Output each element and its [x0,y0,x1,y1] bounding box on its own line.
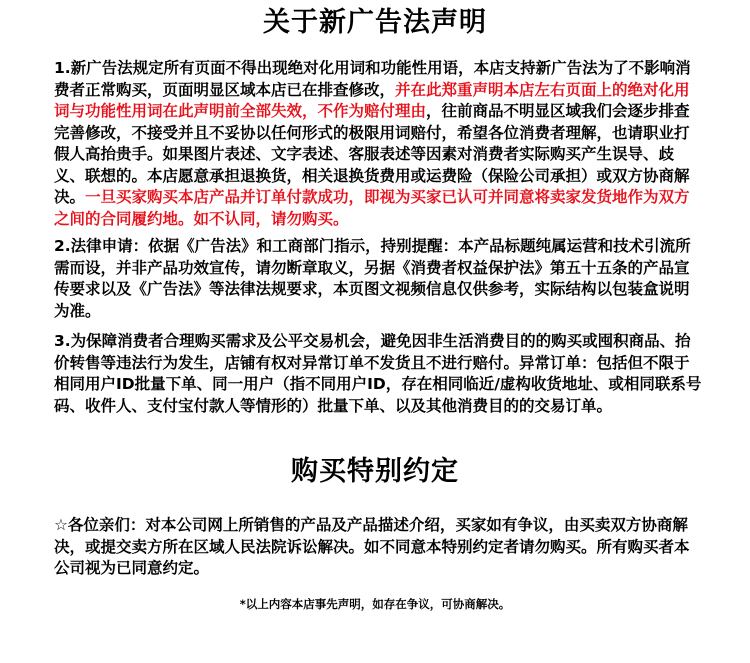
agreement-paragraph: ☆各位亲们：对本公司网上所销售的产品及产品描述介绍，买家如有争议，由买卖双方协商解决，或提交卖方所在区域人民法院诉讼解决。如不同意本特别约定者请勿购买。所有购买者本公司视为已同意约定。 [54,516,690,577]
notice-paragraph-1-text-b: ，往前商品不明显区域我们会逐步排查完善修改，不接受并且不妥协以任何形式的极限用词赔付，希望各位消费者理解，也请职业打假人高抬贵手。如果图片表述、文字表述、客服表述等因素对消费者实际购买产生误导、歧义、联想的。本店愿意承担退换货，相关退换货费用或运费险（保险公司承担）或双方协商解决。 [54,102,690,206]
notice-title: 关于新广告法声明 [263,7,487,38]
notice-paragraph-1 [54,58,702,230]
footnote: *以上内容本店事先声明，如存在争议，可协商解决。 [239,597,511,611]
agreement-title: 购买特别约定 [291,456,459,487]
notice-paragraph-1-highlight-a: 并在此郑重声明本店左右页面上的绝对化用词与功能性用词在此声明前全部失效，不作为赔付理由 [54,80,690,120]
notice-paragraph-2: 2.法律申请：依据《广告法》和工商部门指示，持别提醒：本产品标题纯属运营和技术引流所需而设，并非产品功效宣传，请勿断章取义，另据《消费者权益保护法》第五十五条的产品宣传要求以及《广告法》等法律法规要求，本页图文视频信息仅供参考，实际结构以包装盒说明为准。 [54,237,691,320]
notice-paragraph-1-text-a: 1.新广告法规定所有页面不得出现绝对化用词和功能性用语，本店支持新广告法为了不影响消费者正常购买，页面明显区域本店已在排查修改， [54,59,691,99]
notice-paragraph-3: 3.为保障消费者合理购买需求及公平交易机会，避免因非生活消费目的的购买或囤积商品、抬价转售等违法行为发生，店铺有权对异常订单不发货且不进行赔付。异常订单：包括但不限于相同用户ID批量下单、同一用户（指不同用户ID，存在相同临近/虚构收货地址、或相同联系号码、收件人、支付宝付款人等情形的）批量下单、以及其他消费目的的交易订单。 [54,332,702,415]
notice-paragraph-1-highlight-b: 一旦买家购买本店产品并订单付款成功，即视为买家已认可并同意将卖家发货地作为双方之间的合同履约地。如不认同，请勿购买。 [54,188,690,228]
